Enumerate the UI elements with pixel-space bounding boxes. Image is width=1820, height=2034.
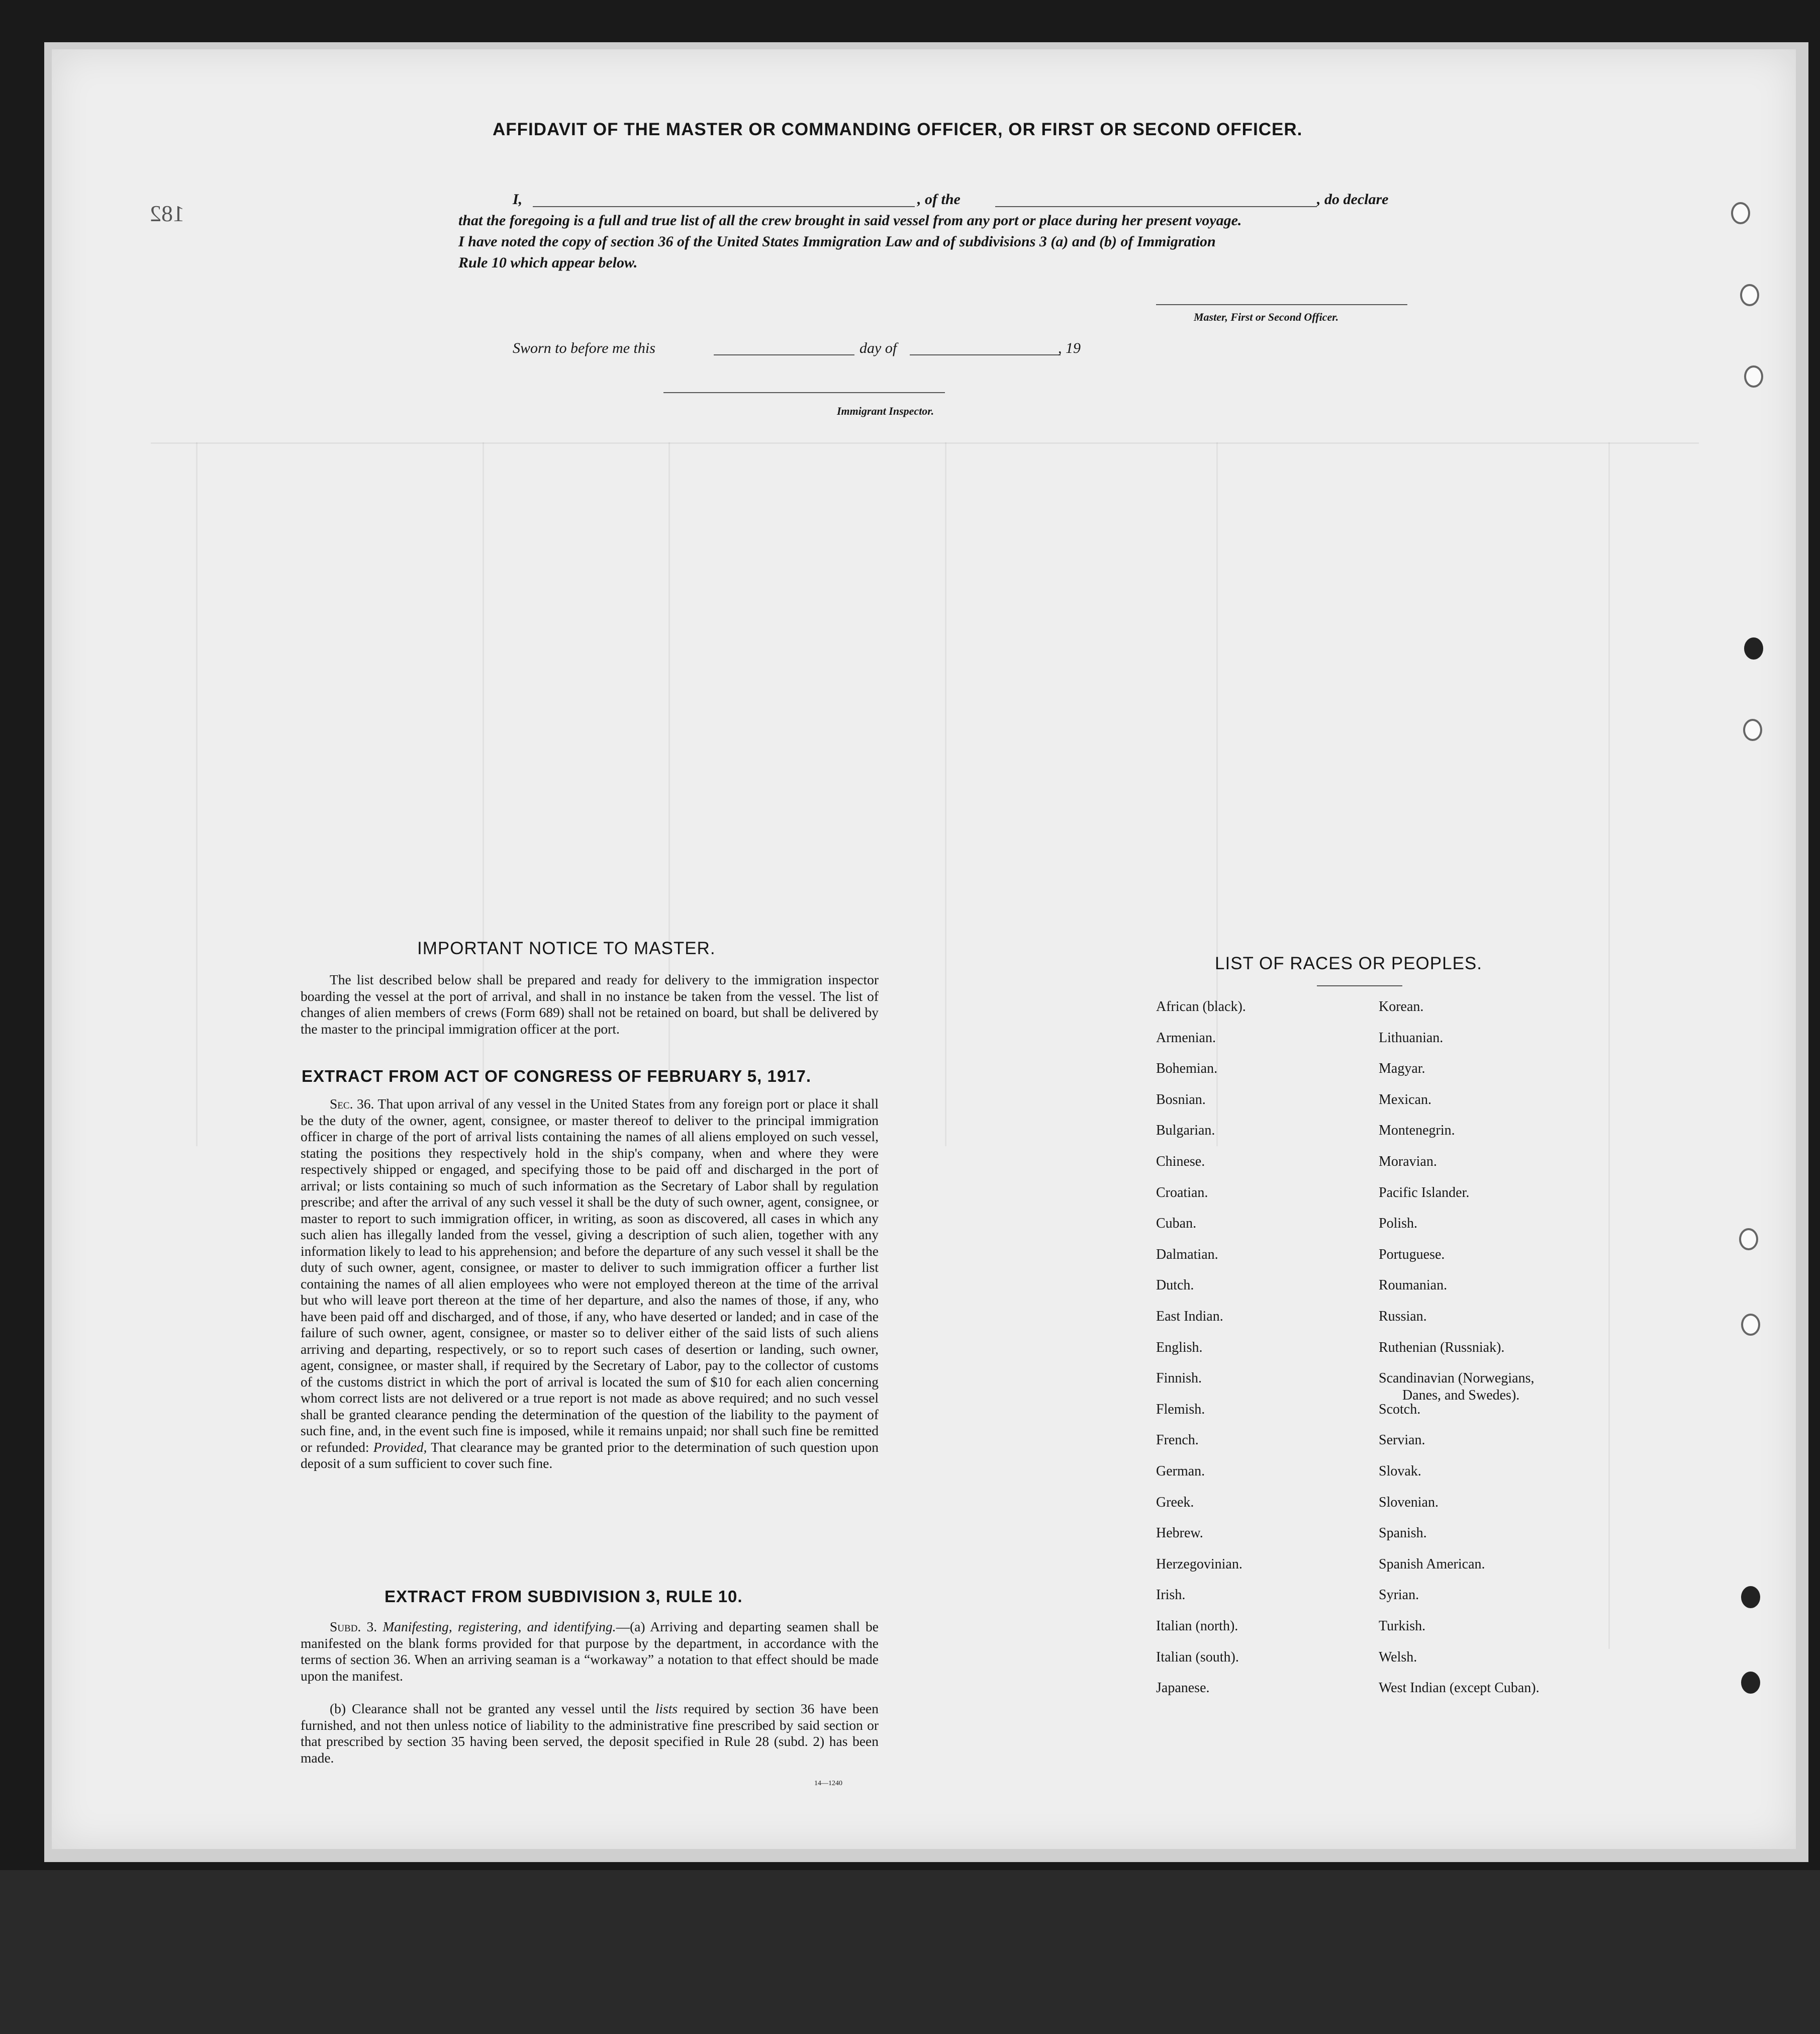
- race-item: Welsh.: [1379, 1649, 1417, 1665]
- subd-b-lists: lists: [655, 1701, 678, 1716]
- sec-36-end: That clearance may be granted prior to the determination of such question upon deposit of a sum sufficient to cover such fine.: [301, 1439, 879, 1471]
- race-item: Russian.: [1379, 1309, 1427, 1324]
- subd-b-start: (b) Clearance shall not be granted any vessel until the: [330, 1701, 649, 1716]
- race-item: Chinese.: [1156, 1154, 1205, 1169]
- race-item: West Indian (except Cuban).: [1379, 1680, 1540, 1696]
- race-item: Servian.: [1379, 1432, 1425, 1448]
- rule-subd-a: [301, 1619, 879, 1684]
- bleed-through-line: [483, 442, 484, 1146]
- bleed-through-line: [945, 442, 946, 1146]
- race-item: Herzegovinian.: [1156, 1556, 1242, 1572]
- race-item: Pacific Islander.: [1379, 1184, 1470, 1200]
- affidavit-line3: I have noted the copy of section 36 of the United States Immigration Law and of subdivisions 3 (a) and (b) of Immigration: [458, 233, 1216, 250]
- race-item: Slovak.: [1379, 1463, 1421, 1479]
- race-item: East Indian.: [1156, 1309, 1223, 1324]
- subd-label: Subd. 3.: [330, 1619, 377, 1634]
- affidavit-line2: that the foregoing is a full and true list of all the crew brought in said vessel from any port or place during her present voyage.: [458, 212, 1242, 229]
- race-item: Slovenian.: [1379, 1494, 1439, 1510]
- master-signature-caption: Master, First or Second Officer.: [1194, 311, 1339, 323]
- race-item: Japanese.: [1156, 1680, 1210, 1696]
- vessel-blank: [995, 206, 1317, 207]
- form-number: 14—1240: [814, 1780, 842, 1787]
- race-item: Bulgarian.: [1156, 1123, 1215, 1139]
- binder-hole: [1741, 1672, 1760, 1694]
- month-blank: [910, 354, 1061, 355]
- race-item: Scotch.: [1379, 1401, 1421, 1417]
- race-item: Scandinavian (Norwegians,: [1379, 1370, 1535, 1386]
- bleed-through-line: [668, 442, 670, 1146]
- race-item: Korean.: [1379, 999, 1424, 1014]
- extract-act-text: [301, 1096, 879, 1472]
- bleed-through-line: [196, 442, 198, 1146]
- race-item: Armenian.: [1156, 1030, 1216, 1046]
- inspector-signature-line: [663, 392, 945, 393]
- notice-title: IMPORTANT NOTICE TO MASTER.: [417, 939, 716, 958]
- sec-label: Sec. 36.: [330, 1096, 374, 1112]
- races-title-rule: [1317, 985, 1402, 986]
- race-item: Mexican.: [1379, 1091, 1431, 1107]
- race-item: Finnish.: [1156, 1370, 1202, 1386]
- race-item: Spanish.: [1379, 1525, 1427, 1541]
- race-item: Dutch.: [1156, 1277, 1194, 1293]
- inspector-caption: Immigrant Inspector.: [837, 405, 934, 417]
- binder-hole: [1744, 637, 1763, 660]
- race-item: Lithuanian.: [1379, 1030, 1444, 1046]
- race-item: Irish.: [1156, 1587, 1186, 1603]
- binder-hole: [1740, 284, 1759, 306]
- master-signature-line: [1156, 304, 1407, 305]
- race-item: Roumanian.: [1379, 1277, 1448, 1293]
- affidavit-line1-declare: , do declare: [1317, 191, 1389, 208]
- race-item: English.: [1156, 1339, 1203, 1355]
- race-item: Moravian.: [1379, 1154, 1437, 1169]
- binder-hole: [1743, 719, 1762, 741]
- binder-hole: [1744, 365, 1763, 388]
- provided-word: Provided,: [373, 1439, 427, 1455]
- scan-background: [0, 1870, 1820, 2034]
- race-item: Bohemian.: [1156, 1061, 1218, 1077]
- subd-title: Manifesting, registering, and identifying.: [382, 1619, 616, 1634]
- page-number-mark: 182: [150, 201, 184, 226]
- race-item-continuation: Danes, and Swedes).: [1402, 1388, 1520, 1404]
- bleed-through-line: [151, 442, 1699, 444]
- notice-text: The list described below shall be prepared and ready for delivery to the immigration inspector boarding the vessel at the port of arrival, and shall in no instance be taken from the vessel. The list of changes of alien members of crews (Form 689) shall not be retained on board, but shall be delivered by the master to the principal immigration officer at the port.: [301, 972, 879, 1037]
- affidavit-line1-of-the: , of the: [917, 191, 961, 208]
- race-item: Portuguese.: [1379, 1246, 1445, 1262]
- bleed-through-line: [1608, 442, 1610, 1649]
- race-item: Turkish.: [1379, 1618, 1426, 1634]
- extract-act-title: EXTRACT FROM ACT OF CONGRESS OF FEBRUARY 5, 1917.: [302, 1067, 812, 1085]
- sec-36-body: That upon arrival of any vessel in the United States from any foreign port or place it shall be the duty of the owner, agent, consignee, or master thereof to deliver to the principal immigration officer in charge of the port of arrival lists containing the names of all aliens employed on such vessel, stating the positions they respectively hold in the ship's company, when and where they were respectively shipped or engaged, and specifying those to be paid off and discharged in the port of arrival; or lists containing so much of such information as the Secretary of Labor shall by regulation prescribe; and after the arrival of any such vessel it shall be the duty of such owner, agent, consignee, or master to report to such immigration officer, in writing, as soon as discovered, all cases in which any such alien has illegally landed from the vessel, giving a description of such alien, together with any information likely to lead to his apprehension; and before the departure of any such vessel it shall be the duty of such owner, agent, consignee, or master to deliver to such immigration officer a further list containing the names of all alien employees who were not employed thereon at the time of the arrival but who will leave port thereon at the time of her departure, and also the names of those, if any, who have been paid off and discharged, and of those, if any, who have deserted or landed; and in case of the failure of such owner, agent, consignee, or master so to deliver either of the said lists of such aliens arriving and departing, respectively, or so to report such cases of desertion or landing, such owner, agent, consignee, or master shall, if required by the Secretary of Labor, pay to the collector of customs of the customs district in which the port of arrival is located the sum of $10 for each alien concerning whom correct lists are not delivered or a true report is not made as above required; and no such vessel shall be granted clearance pending the determination of the question of the liability to the payment of such fine, and, in the event such fine is imposed, while it remains unpaid; nor shall such fine be remitted or refunded:: [301, 1096, 879, 1455]
- race-item: Italian (south).: [1156, 1649, 1239, 1665]
- binder-hole: [1731, 202, 1750, 224]
- subd-a-text: —(a) Arriving and departing seamen shall be manifested on the blank forms provided for that purpose by the department, in accordance with the terms of section 36. When an arriving seaman is a “workaway” a notation to that effect should be made upon the manifest.: [301, 1619, 879, 1684]
- race-item: Italian (north).: [1156, 1618, 1238, 1634]
- race-item: German.: [1156, 1463, 1205, 1479]
- binder-hole: [1741, 1586, 1760, 1608]
- race-item: Ruthenian (Russniak).: [1379, 1339, 1505, 1355]
- affidavit-line4: Rule 10 which appear below.: [458, 254, 638, 271]
- race-item: Cuban.: [1156, 1216, 1197, 1232]
- bleed-through-line: [1216, 442, 1218, 1146]
- race-item: Syrian.: [1379, 1587, 1419, 1603]
- race-item: Croatian.: [1156, 1184, 1208, 1200]
- race-item: Hebrew.: [1156, 1525, 1203, 1541]
- affidavit-line1-i: I,: [513, 191, 523, 208]
- race-item: Polish.: [1379, 1216, 1418, 1232]
- year-label: , 19: [1058, 340, 1081, 356]
- document-sheet: [52, 49, 1796, 1849]
- binder-hole: [1741, 1314, 1760, 1336]
- race-item: Greek.: [1156, 1494, 1194, 1510]
- binder-hole: [1739, 1228, 1758, 1250]
- race-item: African (black).: [1156, 999, 1246, 1014]
- race-item: Magyar.: [1379, 1061, 1425, 1077]
- races-title: LIST OF RACES OR PEOPLES.: [1215, 954, 1483, 973]
- extract-rule-title: EXTRACT FROM SUBDIVISION 3, RULE 10.: [385, 1587, 743, 1606]
- sworn-label: Sworn to before me this: [513, 340, 655, 356]
- race-item: Spanish American.: [1379, 1556, 1485, 1572]
- race-item: French.: [1156, 1432, 1199, 1448]
- race-item: Bosnian.: [1156, 1091, 1206, 1107]
- affidavit-title: AFFIDAVIT OF THE MASTER OR COMMANDING OFFICER, OR FIRST OR SECOND OFFICER.: [493, 120, 1303, 139]
- day-of-label: day of: [859, 340, 897, 356]
- race-item: Flemish.: [1156, 1401, 1205, 1417]
- race-item: Dalmatian.: [1156, 1246, 1218, 1262]
- subd-b-end: required by section 36 have been furnished, and not then unless notice of liability to the administrative fine prescribed by said section or that prescribed by section 35 having been served, the deposit specified in Rule 28 (subd. 2) has been made.: [301, 1701, 879, 1766]
- sworn-day-blank: [714, 354, 854, 355]
- name-blank: [533, 206, 915, 207]
- race-item: Montenegrin.: [1379, 1123, 1455, 1139]
- rule-subd-b: [301, 1701, 879, 1766]
